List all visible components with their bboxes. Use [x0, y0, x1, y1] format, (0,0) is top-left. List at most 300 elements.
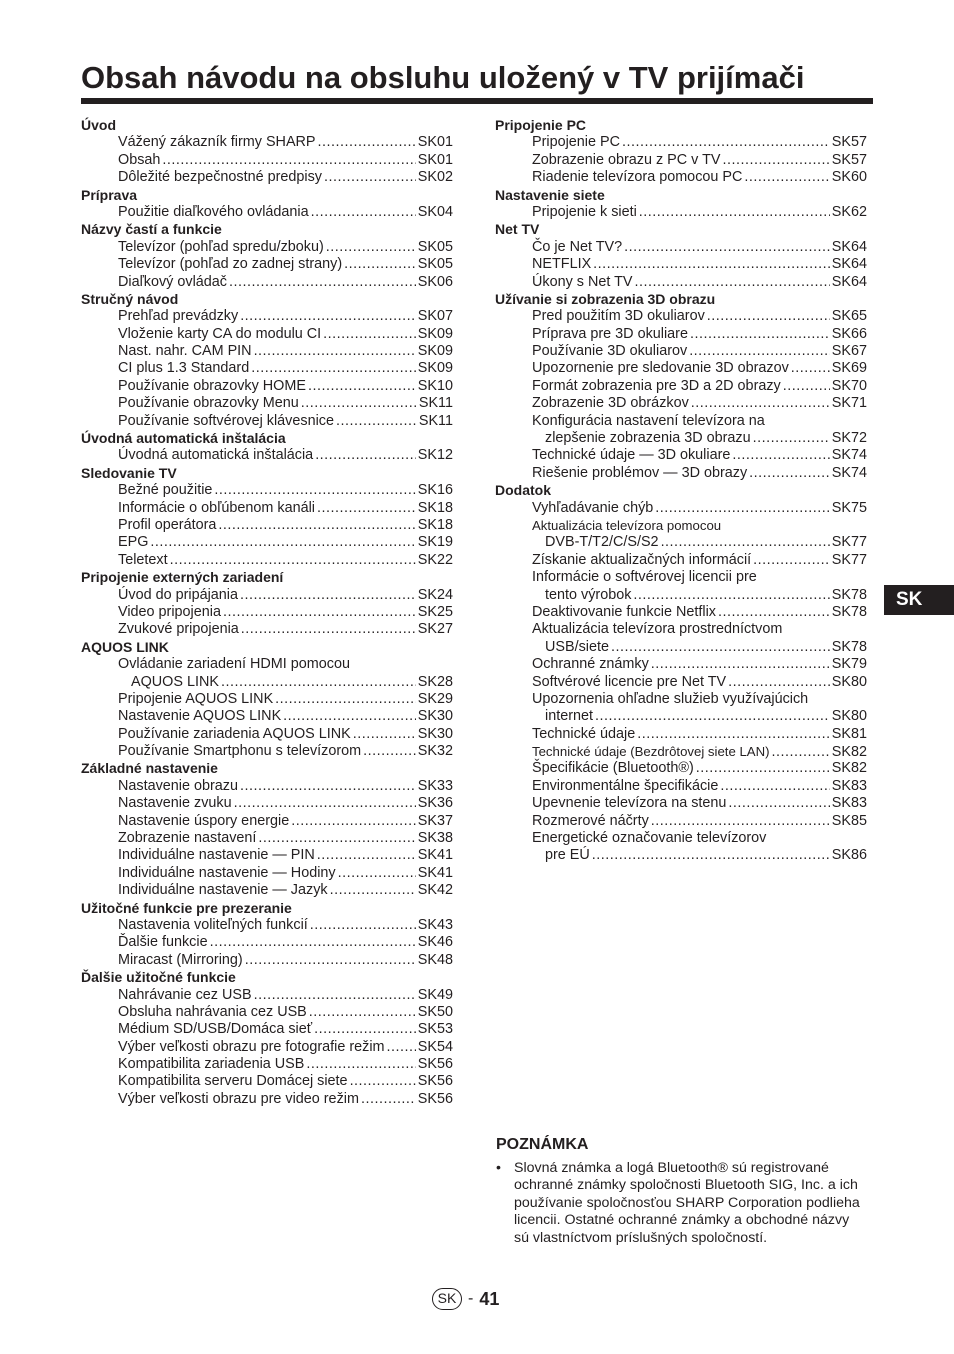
- toc-page-ref: SK22: [417, 551, 453, 568]
- note-heading: POZNÁMKA: [496, 1136, 589, 1153]
- leader-dots: [240, 587, 416, 604]
- toc-page-ref: SK54: [417, 1038, 453, 1055]
- toc-section-heading: Nastavenie siete: [495, 186, 605, 203]
- toc-entry-label: Individuálne nastavenie — Jazyk: [118, 882, 328, 899]
- toc-entry-label: Informácie o softvérovej licencii pre: [532, 569, 757, 586]
- leader-dots: [655, 500, 830, 517]
- toc-page-ref: SK64: [831, 238, 867, 255]
- toc-entry: [81, 691, 453, 708]
- toc-section-heading: Užitočné funkcie pre prezeranie: [81, 899, 292, 916]
- toc-page-ref: SK05: [417, 256, 453, 273]
- toc-page-ref: SK71: [831, 395, 867, 412]
- toc-page-ref: SK42: [417, 882, 453, 899]
- page-footer: [432, 1287, 499, 1311]
- leader-dots: [210, 934, 416, 951]
- toc-entry: [495, 500, 867, 517]
- toc-entry: [495, 204, 867, 221]
- toc-page-ref: SK75: [831, 499, 867, 516]
- toc-page-ref: SK65: [831, 308, 867, 325]
- toc-page-ref: SK48: [417, 951, 453, 968]
- toc-entry: [495, 708, 867, 725]
- toc-section-heading: Ďalšie užitočné funkcie: [81, 969, 236, 986]
- toc-entry-label: Pripojenie AQUOS LINK: [118, 690, 274, 707]
- toc-entry: [495, 639, 867, 656]
- toc-entry: [81, 917, 453, 934]
- toc-entry-label: Upozornenia ohľadne služieb využívajúcich: [532, 690, 809, 707]
- toc-entry: [495, 256, 867, 273]
- toc-entry-label: Vloženie karty CA do modulu CI: [118, 325, 322, 342]
- toc-page-ref: SK18: [417, 499, 453, 516]
- leader-dots: [275, 691, 416, 708]
- toc-entry-label: Nastavenie obrazu: [118, 777, 238, 794]
- toc-entry: [81, 708, 453, 725]
- toc-entry: [81, 830, 453, 847]
- toc-entry: [495, 656, 867, 673]
- toc-page-ref: SK11: [418, 395, 453, 412]
- toc-page-ref: SK28: [417, 673, 453, 690]
- toc-page-ref: SK82: [831, 744, 867, 761]
- toc-entry: [81, 204, 453, 221]
- toc-entry: [495, 743, 867, 760]
- toc-entry: [81, 395, 453, 412]
- toc-page-ref: SK74: [831, 464, 867, 481]
- toc-page-ref: SK09: [417, 360, 453, 377]
- toc-entry-continuation: USB/siete: [545, 638, 609, 655]
- toc-entry-label: Formát zobrazenia pre 3D a 2D obrazy: [532, 377, 781, 394]
- toc-entry: [81, 813, 453, 830]
- toc-entry: [81, 239, 453, 256]
- leader-dots: [720, 778, 829, 795]
- toc-entry: [495, 760, 867, 777]
- bullet-icon: •: [496, 1160, 501, 1176]
- toc-entry-label: Úvodná automatická inštalácia: [118, 447, 314, 464]
- toc-entry-label: Televízor (pohľad zo zadnej strany): [118, 256, 343, 273]
- leader-dots: [234, 795, 416, 812]
- toc-page-ref: SK46: [417, 934, 453, 951]
- leader-dots: [310, 917, 416, 934]
- toc-page-ref: SK19: [417, 534, 453, 551]
- leader-dots: [218, 517, 415, 534]
- toc-entry-label: Používanie 3D okuliarov: [532, 343, 688, 360]
- leader-dots: [318, 134, 416, 151]
- toc-page-ref: SK56: [417, 1090, 453, 1107]
- leader-dots: [696, 760, 830, 777]
- toc-entry-label: Rozmerové náčrty: [532, 812, 649, 829]
- toc-entry: [495, 813, 867, 830]
- toc-entry-label: Teletext: [118, 551, 168, 568]
- toc-entry: [81, 726, 453, 743]
- leader-dots: [258, 830, 415, 847]
- toc-entry-label: Informácie o obľúbenom kanáli: [118, 499, 315, 516]
- leader-dots: [353, 726, 416, 743]
- leader-dots: [633, 587, 829, 604]
- toc-entry-label: Ovládanie zariadení HDMI pomocou: [118, 656, 350, 673]
- toc-entry: [495, 169, 867, 186]
- leader-dots: [728, 795, 829, 812]
- toc-entry-label: Kompatibilita zariadenia USB: [118, 1056, 305, 1073]
- toc-entry: [81, 256, 453, 273]
- toc-entry: [81, 604, 453, 621]
- toc-page-ref: SK04: [417, 203, 453, 220]
- toc-section-heading: Príprava: [81, 186, 138, 203]
- toc-section-heading: Pripojenie PC: [495, 117, 587, 133]
- toc-page-ref: SK62: [831, 203, 867, 220]
- toc-page-ref: SK30: [417, 708, 453, 725]
- toc-entry: [81, 360, 453, 377]
- language-tab: SK: [884, 585, 954, 615]
- toc-entry: [81, 1073, 453, 1090]
- leader-dots: [251, 360, 416, 377]
- footer-dash: -: [468, 1290, 474, 1307]
- leader-dots: [791, 360, 830, 377]
- toc-entry: [81, 987, 453, 1004]
- toc-entry-label: Vyhľadávanie chýb: [532, 499, 654, 516]
- toc-entry-label: Výber veľkosti obrazu pre video režim: [118, 1090, 359, 1107]
- toc-entry-label: Miracast (Mirroring): [118, 951, 243, 968]
- toc-entry: [81, 447, 453, 464]
- leader-dots: [338, 865, 416, 882]
- toc-entry: [81, 308, 453, 325]
- toc-entry-continuation: DVB-T/T2/C/S/S2: [545, 534, 659, 551]
- toc-entry: [81, 1021, 453, 1038]
- leader-dots: [732, 447, 829, 464]
- note-text: Slovná známka a logá Bluetooth® sú registrované ochranné známky spoločnosti Bluetooth SIG, Inc. a ich používanie spoločnosťou SHARP Corporation podlieha licencii. Ostatné ochranné známky a obchodné názvy sú vlastníctvom príslušných spoločností.: [514, 1160, 860, 1246]
- toc-entry: [495, 239, 867, 256]
- leader-dots: [240, 778, 416, 795]
- toc-section-heading: Pripojenie externých zariadení: [81, 569, 284, 586]
- leader-dots: [283, 708, 416, 725]
- leader-dots: [744, 169, 829, 186]
- leader-dots: [254, 987, 416, 1004]
- toc-entry-label: Obsluha nahrávania cez USB: [118, 1003, 307, 1020]
- toc-entry: [81, 274, 453, 291]
- toc-entry-label: Technické údaje — 3D okuliare: [532, 447, 731, 464]
- toc-page-ref: SK16: [417, 482, 453, 499]
- toc-page-ref: SK77: [831, 551, 867, 568]
- toc-entry: [495, 604, 867, 621]
- toc-entry-label: Úvod do pripájania: [118, 586, 239, 603]
- toc-page-ref: SK18: [417, 516, 453, 533]
- toc-page-ref: SK27: [417, 621, 453, 638]
- toc-page-ref: SK06: [417, 273, 453, 290]
- leader-dots: [350, 1073, 416, 1090]
- toc-page-ref: SK78: [831, 586, 867, 603]
- toc-entry: [495, 778, 867, 795]
- toc-entry: [81, 413, 453, 430]
- toc-page-ref: SK41: [417, 847, 453, 864]
- toc-entry-continuation: zlepšenie zobrazenia 3D obrazu: [545, 430, 751, 447]
- toc-entry-label: Upozornenie pre sledovanie 3D obrazov: [532, 360, 789, 377]
- toc-entry-label: Konfigurácia nastavení televízora na: [532, 412, 765, 429]
- leader-dots: [635, 274, 830, 291]
- leader-dots: [624, 239, 830, 256]
- leader-dots: [753, 430, 830, 447]
- toc-page-ref: SK60: [831, 169, 867, 186]
- toc-entry-label: Obsah: [118, 151, 161, 168]
- toc-page-ref: SK24: [417, 586, 453, 603]
- toc-entry: [81, 1056, 453, 1073]
- toc-page-ref: SK09: [417, 343, 453, 360]
- toc-entry-label: Nastavenie AQUOS LINK: [118, 708, 282, 725]
- toc-entry-label: Profil operátora: [118, 516, 217, 533]
- leader-dots: [309, 1004, 416, 1021]
- toc-entry-label: Nastavenie zvuku: [118, 795, 232, 812]
- toc-entry: [495, 326, 867, 343]
- toc-page-ref: SK30: [417, 725, 453, 742]
- leader-dots: [611, 639, 830, 656]
- leader-dots: [783, 378, 830, 395]
- toc-page-ref: SK74: [831, 447, 867, 464]
- toc-section-heading: Net TV: [495, 221, 540, 238]
- toc-entry-label: Softvérové licencie pre Net TV: [532, 673, 727, 690]
- toc-page-ref: SK79: [831, 656, 867, 673]
- toc-entry: [495, 395, 867, 412]
- toc-entry-label: NETFLIX: [532, 256, 592, 273]
- toc-entry-label: Príprava pre 3D okuliare: [532, 325, 688, 342]
- toc-entry-label: Zvukové pripojenia: [118, 621, 239, 638]
- toc-entry-label: Upevnenie televízora na stenu: [532, 795, 727, 812]
- leader-dots: [245, 952, 416, 969]
- toc-entry-label: Televízor (pohľad spredu/zboku): [118, 238, 324, 255]
- leader-dots: [723, 152, 830, 169]
- leader-dots: [326, 239, 416, 256]
- toc-entry-continuation: internet: [545, 708, 593, 725]
- toc-entry-label: Používanie obrazovky HOME: [118, 377, 306, 394]
- leader-dots: [595, 708, 830, 725]
- toc-section-heading: Úvod: [81, 117, 116, 133]
- leader-dots: [689, 343, 830, 360]
- toc-page-ref: SK67: [831, 343, 867, 360]
- leader-dots: [324, 169, 416, 186]
- toc-right-column: [495, 117, 867, 865]
- toc-page-ref: SK64: [831, 273, 867, 290]
- toc-page-ref: SK33: [417, 777, 453, 794]
- toc-section-heading: Užívanie si zobrazenia 3D obrazu: [495, 290, 716, 307]
- toc-entry-label: Deaktivovanie funkcie Netflix: [532, 603, 716, 620]
- toc-page-ref: SK38: [417, 830, 453, 847]
- toc-page-ref: SK05: [417, 238, 453, 255]
- toc-section-heading: Dodatok: [495, 482, 551, 499]
- toc-entry: [81, 952, 453, 969]
- leader-dots: [214, 482, 415, 499]
- leader-dots: [772, 744, 830, 761]
- toc-entry-label: Diaľkový ovládač: [118, 273, 227, 290]
- toc-page-ref: SK56: [417, 1056, 453, 1073]
- toc-page-ref: SK72: [831, 430, 867, 447]
- toc-section-heading: Názvy častí a funkcie: [81, 221, 222, 238]
- leader-dots: [317, 847, 416, 864]
- toc-entry: [495, 726, 867, 743]
- toc-entry: [81, 482, 453, 499]
- leader-dots: [690, 326, 830, 343]
- leader-dots: [637, 726, 830, 743]
- leader-dots: [707, 308, 830, 325]
- toc-entry-label: Environmentálne špecifikácie: [532, 777, 719, 794]
- toc-page-ref: SK57: [831, 151, 867, 168]
- toc-entry-label: Riešenie problémov — 3D obrazy: [532, 464, 748, 481]
- toc-entry-label: CI plus 1.3 Standard: [118, 360, 250, 377]
- toc-entry-label: Získanie aktualizačných informácií: [532, 551, 752, 568]
- toc-page-ref: SK66: [831, 325, 867, 342]
- toc-entry: [81, 865, 453, 882]
- toc-entry-label: Pred použitím 3D okuliarov: [532, 308, 705, 325]
- leader-dots: [301, 395, 417, 412]
- toc-page-ref: SK10: [417, 377, 453, 394]
- toc-entry: [81, 378, 453, 395]
- leader-dots: [150, 534, 415, 551]
- toc-entry-label: Nast. nahr. CAM PIN: [118, 343, 252, 360]
- toc-entry-label: Zobrazenie obrazu z PC v TV: [532, 151, 721, 168]
- toc-entry-label: Zobrazenie nastavení: [118, 830, 257, 847]
- toc-entry-label: Pripojenie PC: [532, 134, 620, 151]
- toc-entry: [81, 743, 453, 760]
- toc-entry: [495, 674, 867, 691]
- toc-entry-label: Kompatibilita serveru Domácej siete: [118, 1073, 348, 1090]
- toc-page-ref: SK09: [417, 325, 453, 342]
- leader-dots: [651, 813, 830, 830]
- toc-page-ref: SK07: [417, 308, 453, 325]
- toc-page-ref: SK64: [831, 256, 867, 273]
- leader-dots: [323, 326, 416, 343]
- toc-entry-label: Dôležité bezpečnostné predpisy: [118, 169, 322, 186]
- toc-entry: [495, 343, 867, 360]
- toc-entry: [81, 795, 453, 812]
- toc-entry: [81, 500, 453, 517]
- toc-entry: [495, 847, 867, 864]
- toc-entry-label: Ochranné známky: [532, 656, 649, 673]
- toc-entry: [81, 674, 453, 691]
- toc-entry: [81, 1039, 453, 1056]
- leader-dots: [718, 604, 830, 621]
- toc-page-ref: SK80: [831, 708, 867, 725]
- toc-page-ref: SK83: [831, 777, 867, 794]
- toc-entry-label: Pripojenie k sieti: [532, 203, 637, 220]
- leader-dots: [661, 534, 830, 551]
- toc-page-ref: SK81: [831, 725, 867, 742]
- toc-entry-label: Nastavenie úspory energie: [118, 812, 290, 829]
- leader-dots: [314, 1021, 416, 1038]
- toc-entry-label: Používanie Smartphonu s televízorom: [118, 743, 362, 760]
- leader-dots: [336, 413, 417, 430]
- leader-dots: [593, 256, 830, 273]
- toc-entry-label: Používanie softvérovej klávesnice: [118, 412, 334, 429]
- toc-page-ref: SK01: [417, 151, 453, 168]
- leader-dots: [330, 882, 416, 899]
- leader-dots: [651, 656, 830, 673]
- toc-page-ref: SK01: [417, 134, 453, 151]
- toc-entry: [81, 517, 453, 534]
- leader-dots: [592, 847, 830, 864]
- toc-entry-label: Video pripojenia: [118, 603, 221, 620]
- toc-section-heading: Sledovanie TV: [81, 464, 177, 481]
- toc-entry-label: Riadenie televízora pomocou PC: [532, 169, 743, 186]
- toc-entry-label: Individuálne nastavenie — PIN: [118, 847, 315, 864]
- toc-entry-label: Používanie obrazovky Menu: [118, 395, 299, 412]
- toc-entry: [81, 152, 453, 169]
- toc-entry: [81, 1091, 453, 1108]
- title-rule: [81, 98, 873, 104]
- toc-entry-label: Použitie diaľkového ovládania: [118, 203, 309, 220]
- toc-entry: [495, 534, 867, 551]
- toc-section-heading: Stručný návod: [81, 290, 179, 307]
- note-item: [496, 1160, 866, 1247]
- toc-entry: [495, 552, 867, 569]
- note-box: [496, 1134, 866, 1247]
- toc-entry: [81, 169, 453, 186]
- leader-dots: [229, 274, 416, 291]
- toc-entry: [81, 534, 453, 551]
- leader-dots: [728, 674, 830, 691]
- toc-entry: [81, 621, 453, 638]
- toc-entry: [81, 587, 453, 604]
- leader-dots: [639, 204, 830, 221]
- toc-entry-label: Nastavenia voliteľných funkcií: [118, 916, 308, 933]
- toc-page-ref: SK11: [418, 412, 453, 429]
- toc-page-ref: SK43: [417, 916, 453, 933]
- toc-entry-label: Individuálne nastavenie — Hodiny: [118, 864, 336, 881]
- toc-entry: [81, 882, 453, 899]
- toc-page-ref: SK83: [831, 795, 867, 812]
- toc-entry: [495, 795, 867, 812]
- leader-dots: [221, 674, 416, 691]
- toc-entry: [81, 326, 453, 343]
- toc-entry-label: Bežné použitie: [118, 482, 213, 499]
- toc-entry: [81, 343, 453, 360]
- toc-entry-label: Výber veľkosti obrazu pre fotografie režim: [118, 1038, 385, 1055]
- toc-entry-continuation: AQUOS LINK: [131, 673, 219, 690]
- toc-entry: [495, 465, 867, 482]
- toc-page-ref: SK36: [417, 795, 453, 812]
- toc-section-heading: Úvodná automatická inštalácia: [81, 430, 286, 447]
- leader-dots: [162, 152, 415, 169]
- leader-dots: [315, 447, 416, 464]
- toc-entry: [81, 552, 453, 569]
- toc-entry: [81, 778, 453, 795]
- toc-page-ref: SK82: [831, 760, 867, 777]
- toc-page-ref: SK80: [831, 673, 867, 690]
- leader-dots: [749, 465, 830, 482]
- leader-dots: [170, 552, 416, 569]
- toc-entry: [495, 587, 867, 604]
- leader-dots: [691, 395, 830, 412]
- toc-page-ref: SK12: [417, 447, 453, 464]
- toc-entry: [495, 134, 867, 151]
- toc-page-ref: SK85: [831, 812, 867, 829]
- leader-dots: [291, 813, 416, 830]
- toc-entry-label: Technické údaje (Bezdrôtovej siete LAN): [532, 744, 770, 760]
- leader-dots: [306, 1056, 415, 1073]
- leader-dots: [254, 343, 416, 360]
- leader-dots: [622, 134, 830, 151]
- leader-dots: [344, 256, 416, 273]
- leader-dots: [223, 604, 416, 621]
- toc-entry: [495, 274, 867, 291]
- toc-entry: [81, 847, 453, 864]
- language-badge: SK: [432, 1288, 462, 1310]
- toc-page-ref: SK29: [417, 690, 453, 707]
- toc-left-column: [81, 117, 453, 1108]
- toc-entry-label: Energetické označovanie televízorov: [532, 830, 767, 847]
- toc-entry-label: EPG: [118, 534, 149, 551]
- leader-dots: [308, 378, 416, 395]
- toc-page-ref: SK57: [831, 134, 867, 151]
- toc-entry-label: Aktualizácia televízora pomocou: [532, 517, 722, 533]
- toc-entry-continuation: tento výrobok: [545, 586, 632, 603]
- toc-entry-label: Vážený zákazník firmy SHARP: [118, 134, 316, 151]
- leader-dots: [753, 552, 830, 569]
- toc-page-ref: SK02: [417, 169, 453, 186]
- toc-page-ref: SK56: [417, 1073, 453, 1090]
